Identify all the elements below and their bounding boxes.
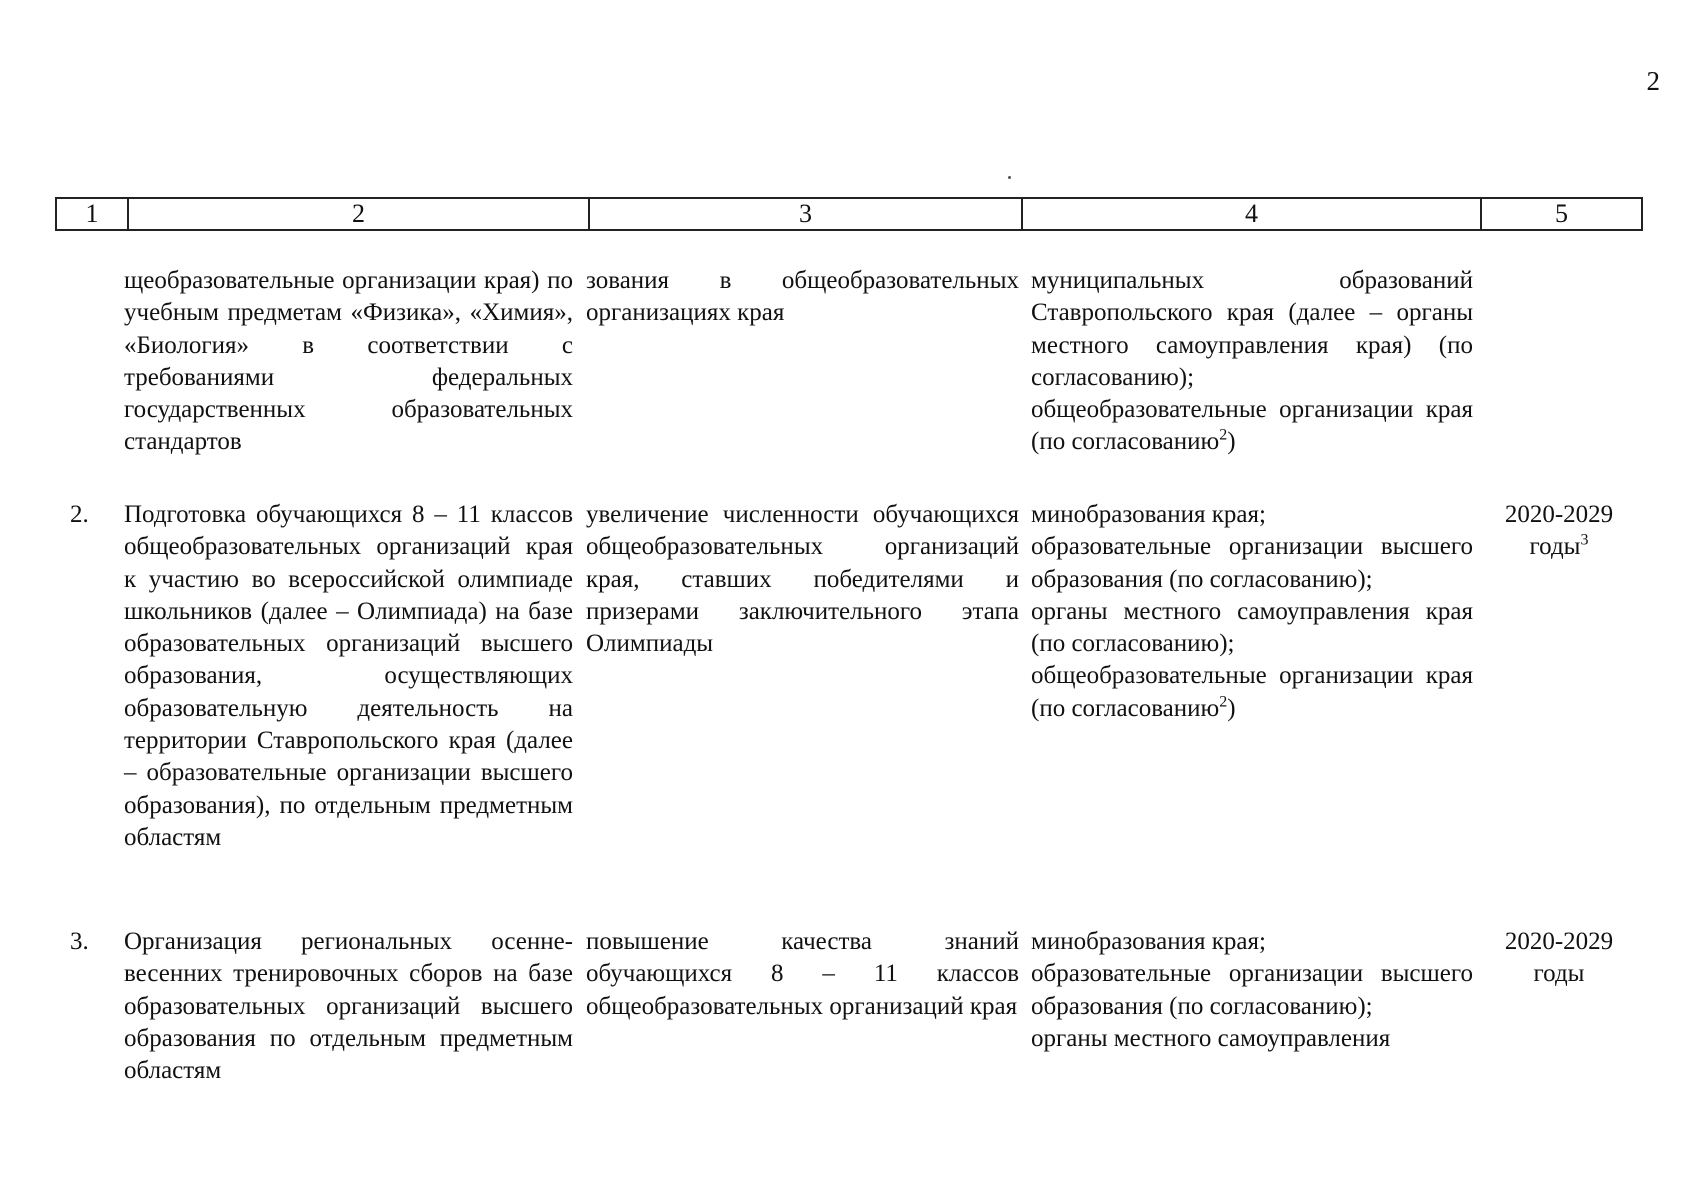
footnote-mark: 2 xyxy=(1219,427,1228,445)
row-1-term: 2020-2029 годы$^3$ xyxy=(1504,501,1614,561)
row-1-number: 2. xyxy=(70,501,89,528)
row-0-result: зования в общеобразовательных организациях края xyxy=(586,267,1019,327)
row-1-name: Подготовка обучающихся 8 – 11 классов общеобразовательных организаций края к участию во всероссийской олимпиаде школьников (далее – Олимпиада) на базе образовательных организаций высшего образования, осуществляющих образовательную деятельность на территории Ставропольского края (далее – образовательные организации высшего образования), по отдельным предметным областям xyxy=(124,501,573,851)
row-1-executor-1: образовательные организации высшего образования (по согласованию); xyxy=(1031,533,1473,593)
scan-speck xyxy=(1008,176,1011,179)
row-2-term: 2020-2029 годы xyxy=(1504,928,1614,988)
row-0-executors xyxy=(1031,265,1473,459)
row-0-name: щеобразовательные организации края) по учебным предметам «Физика», «Химия», «Биология» в соответствии с требованиями федеральных государственных образовательных стандартов xyxy=(124,267,573,456)
row-0-executor-1: общеобразовательные организации края (по согласованию$^2$) xyxy=(1031,396,1473,456)
row-1-executors xyxy=(1031,499,1473,725)
row-1-result: увеличение численности обучающихся общеобразовательных организаций края, ставших победителями и призерами заключительного этапа Олимпиады xyxy=(586,501,1019,658)
footnote-mark: 2 xyxy=(1219,693,1228,711)
row-2-name: Организация региональных осенне-весенних тренировочных сборов на базе образовательных организаций высшего образования по отдельным предметным областям xyxy=(124,928,573,1085)
header-col-1: 1 xyxy=(56,198,128,230)
column-number-header xyxy=(55,197,1643,231)
row-1-executor-2: органы местного самоуправления края (по согласованию); xyxy=(1031,597,1473,658)
header-col-4: 4 xyxy=(1022,198,1481,230)
row-2-executors xyxy=(1031,926,1473,1055)
row-2-result: повышение качества знаний обучающихся 8 – 11 классов общеобразовательных организаций края xyxy=(586,928,1019,1020)
row-0-executor-0: муниципальных образований Ставропольского края (далее – органы местного самоуправления края) (по согласованию); xyxy=(1031,267,1473,391)
row-2-executor-1: образовательные организации высшего образования (по согласованию); xyxy=(1031,960,1473,1020)
footnote-mark: 3 xyxy=(1580,531,1589,549)
page-number: 2 xyxy=(1646,66,1660,96)
header-col-2: 2 xyxy=(128,198,589,230)
row-2-executor-2: органы местного самоуправления xyxy=(1031,1024,1391,1052)
header-col-5: 5 xyxy=(1481,198,1642,230)
header-col-3: 3 xyxy=(589,198,1022,230)
row-2-executor-0: минобразования края; xyxy=(1031,928,1266,955)
row-2-number: 3. xyxy=(70,928,89,955)
row-1-executor-3: общеобразовательные организации края (по согласованию$^2$) xyxy=(1031,662,1473,722)
row-1-executor-0: минобразования края; xyxy=(1031,501,1266,528)
